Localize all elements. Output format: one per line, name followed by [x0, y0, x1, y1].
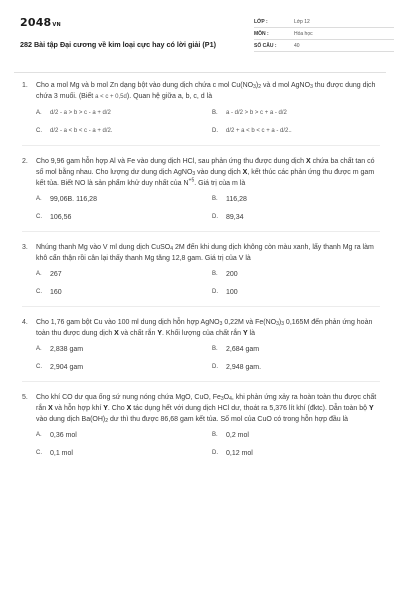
meta-value: Hóa học	[294, 30, 313, 37]
option-text: 100	[226, 289, 238, 296]
option-b[interactable]	[212, 109, 380, 118]
question-separator	[22, 145, 380, 146]
option-letter: C.	[36, 450, 42, 456]
question-number: 2.	[22, 158, 28, 165]
option-text: 2,684 gam	[226, 346, 260, 353]
option-text: 200	[226, 271, 238, 278]
option-d[interactable]	[212, 288, 380, 297]
answer-options	[36, 345, 380, 372]
option-text: 160	[50, 289, 62, 296]
option-a[interactable]	[36, 195, 212, 204]
option-text: 0,36 mol	[50, 432, 77, 439]
question-number: 1.	[22, 82, 28, 89]
option-text: d/2 - a < b < c - a + d/2.	[50, 128, 113, 134]
document-title: 282 Bài tập Đại cương về kim loại cực hay có lời giải (P1)	[20, 40, 216, 49]
option-letter: A.	[36, 196, 42, 202]
meta-table	[254, 16, 394, 52]
answer-options	[36, 270, 380, 297]
question-number: 5.	[22, 394, 28, 401]
option-letter: D.	[212, 364, 218, 370]
question-3	[22, 242, 380, 307]
option-text: 2,838 gam	[50, 346, 84, 353]
option-text: a - d/2 > b > c + a - d/2	[226, 110, 287, 116]
option-c[interactable]	[36, 213, 212, 222]
question-2	[22, 156, 380, 232]
meta-label: LỚP :	[254, 18, 268, 25]
question-5	[22, 392, 380, 458]
option-letter: A.	[36, 271, 42, 277]
option-b[interactable]	[212, 345, 380, 354]
meta-row-count	[254, 40, 394, 52]
option-text: 2,904 gam	[50, 364, 84, 371]
meta-row-grade	[254, 16, 394, 28]
question-number: 4.	[22, 319, 28, 326]
option-c[interactable]	[36, 363, 212, 372]
option-text: d/2 - a > b > c - a + d/2	[50, 110, 111, 116]
option-a[interactable]	[36, 270, 212, 279]
option-d[interactable]	[212, 127, 380, 136]
option-text: 116,28	[226, 196, 247, 203]
question-1	[22, 80, 380, 146]
question-text: Nhúng thanh Mg vào V ml dung dịch CuSO$_4$ 2M đến khi dung dịch không còn màu xanh, lấy thanh Mg ra làm khô cẩn thận rồi cân lại thấy thanh Mg tăng 12,8 gam. Giá trị của V là	[36, 244, 374, 262]
option-letter: B.	[212, 110, 218, 116]
answer-options	[36, 431, 380, 458]
option-text: 0,1 mol	[50, 450, 73, 457]
option-letter: B.	[212, 346, 218, 352]
option-c[interactable]	[36, 288, 212, 297]
question-separator	[22, 306, 380, 307]
option-a[interactable]	[36, 431, 212, 440]
option-letter: B.	[212, 432, 218, 438]
answer-options	[36, 195, 380, 222]
header	[14, 12, 386, 60]
site-logo[interactable]	[20, 16, 61, 29]
question-number: 3.	[22, 244, 28, 251]
option-letter: A.	[36, 346, 42, 352]
option-d[interactable]	[212, 449, 380, 458]
option-a[interactable]	[36, 109, 212, 118]
option-letter: B.	[212, 271, 218, 277]
option-letter: D.	[212, 450, 218, 456]
option-letter: C.	[36, 214, 42, 220]
option-letter: D.	[212, 128, 218, 134]
option-letter: C.	[36, 128, 42, 134]
answer-options	[36, 109, 380, 136]
meta-label: MÔN :	[254, 30, 269, 37]
option-d[interactable]	[212, 363, 380, 372]
question-list	[22, 80, 380, 468]
header-divider	[14, 72, 386, 73]
option-letter: C.	[36, 289, 42, 295]
option-letter: A.	[36, 110, 42, 116]
logo-text: 2048	[20, 16, 52, 29]
question-text: Cho 1,76 gam bột Cu vào 100 ml dung dịch hỗn hợp AgNO$_3$ 0,22M và $Fe(NO_3)_3$ 0,165M đến phản ứng hoàn toàn thu được dung dịch X và chất rắn Y. Khối lượng của chất rắn Y là	[36, 319, 373, 337]
option-a[interactable]	[36, 345, 212, 354]
question-text: Cho khí CO dư qua ống sứ nung nóng chứa MgO, CuO, $Fe_3O_4$, khi phản ứng xảy ra hoàn toàn thu được chất rắn X và hỗn hợp khí Y. Cho X tác dụng hết với dung dịch HCl dư, thoát ra 5,376 lít khí (đktc). Dẫn toàn bộ Y vào dung dịch $Ba(OH)_2$ dư thì thu được 86,68 gam kết tủa. Số mol của CuO có trong hỗn hợp đầu là	[36, 394, 377, 424]
option-d[interactable]	[212, 213, 380, 222]
question-text: Cho a mol Mg và b mol Zn dạng bột vào dung dịch chứa c mol $Cu(NO_3)_2$ và d mol AgNO$_3$ thu được dung dịch chứa 3 muối. (Biết a < c + 0,5d). Quan hệ giữa a, b, c, d là	[36, 82, 376, 100]
option-text: 2,948 gam.	[226, 364, 262, 371]
meta-row-subject	[254, 28, 394, 40]
option-text: 106,56	[50, 214, 72, 221]
option-text: 0,12 mol	[226, 450, 253, 457]
option-text: d/2 + a < b < c + a - d/2..	[226, 128, 292, 134]
option-letter: B.	[212, 196, 218, 202]
option-c[interactable]	[36, 127, 212, 136]
meta-value: Lớp 12	[294, 18, 310, 25]
question-4	[22, 317, 380, 382]
option-text: 0,2 mol	[226, 432, 249, 439]
question-separator	[22, 381, 380, 382]
option-b[interactable]	[212, 270, 380, 279]
question-separator	[22, 231, 380, 232]
option-b[interactable]	[212, 431, 380, 440]
option-text: 99,06B. 116,28	[50, 196, 97, 203]
meta-label: SỐ CÂU :	[254, 42, 277, 49]
meta-value: 40	[294, 42, 300, 49]
logo-suffix: VN	[52, 22, 61, 28]
option-text: 267	[50, 271, 62, 278]
option-text: 89,34	[226, 214, 244, 221]
question-text: Cho 9,96 gam hỗn hợp Al và Fe vào dung dịch HCl, sau phản ứng thu được dung dịch X chứa ba chất tan có số mol bằng nhau. Cho lượng dư dung dịch AgNO$_3$ vào dung dịch X, kết thúc các phản ứng thu được m gam kết tủa. Biết NO là sản phẩm khử duy nhất của $N^{+5}$. Giá trị của m là	[36, 158, 375, 187]
option-letter: C.	[36, 364, 42, 370]
option-b[interactable]	[212, 195, 380, 204]
option-letter: D.	[212, 214, 218, 220]
option-letter: D.	[212, 289, 218, 295]
option-c[interactable]	[36, 449, 212, 458]
option-letter: A.	[36, 432, 42, 438]
